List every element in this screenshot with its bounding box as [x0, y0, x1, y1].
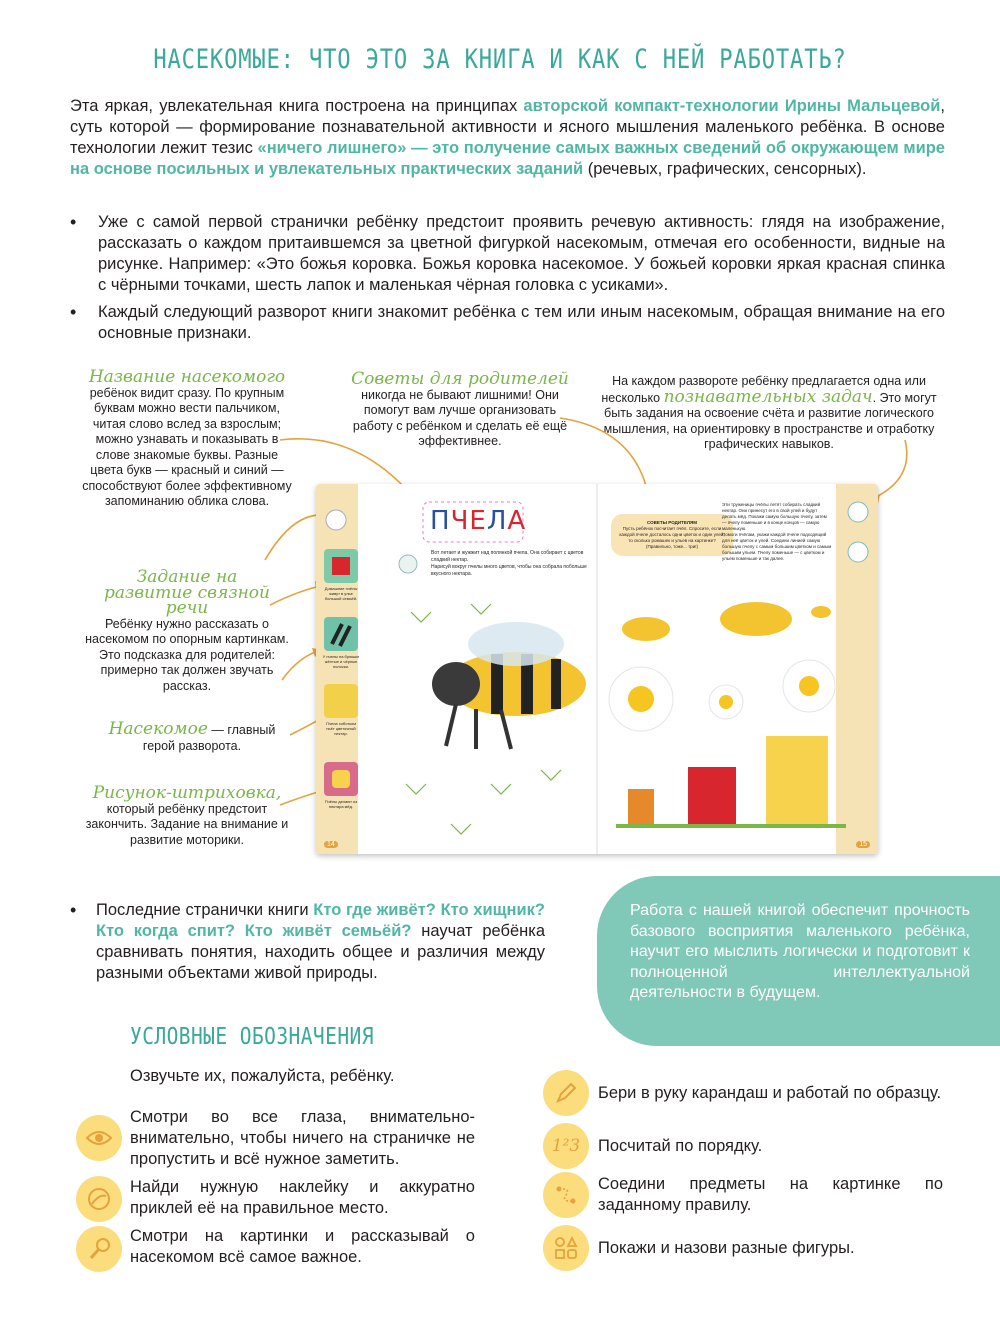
intro-highlight-technology: авторской компакт-технологии Ирины Мальцевой: [523, 97, 941, 115]
connect-icon: [543, 1172, 589, 1218]
legend-item-pencil: Бери в руку карандаш и работай по образцу.: [598, 1084, 942, 1102]
tile-caption: Пчела хоботком пьёт цветочный нектар.: [326, 721, 356, 736]
bullet-item: • Уже с самой первой странички ребёнку предстоит проявить речевую активность: глядя на изображение, рассказать о каждом притаившемся за цветной фигуркой насекомым, отмечая его особенности, видные на рисунке. Например: «Это божья коровка. Божья коровка насекомое. У божьей коровки яркая красная спинка с чёрными точками, шесть лапок и маленькая чёрная головка с усиками».: [70, 212, 945, 294]
legend-item-sticker: Найди нужную наклейку и аккуратно приклей её на правильное место.: [130, 1178, 475, 1217]
tile-caption: Пчёлы делают из нектара мёд.: [324, 799, 358, 809]
callout-text: Работа с нашей книгой обеспечит прочность базового восприятия маленького ребёнка, научит его мыслить логически и подготовит к полноценной интеллектуальной деятельности в будущем.: [630, 902, 970, 1001]
hive-small: [628, 789, 654, 824]
annotation-hatching: Рисунок-штриховка, который ребёнку предстоит закончить. Задание на внимание и развитие моторики.: [82, 786, 292, 848]
connect-icon: [848, 542, 868, 562]
bee-small: [811, 606, 831, 618]
callout-box: [597, 876, 1000, 1046]
legend-item-connect: Соедини предметы на картинке по заданному правилу.: [598, 1175, 943, 1214]
pencil-icon: [399, 555, 417, 573]
annotation-insect-title: Насекомое: [108, 719, 208, 739]
annotation-speech-title: Задание на развитие связной речи: [104, 567, 270, 618]
sticker-icon: [326, 510, 346, 530]
annotation-tasks-title: познавательных задач: [663, 386, 873, 407]
pencil-icon: [543, 1070, 589, 1116]
spread-left-text: Вот летает и жужжит над полянкой пчела. Она собирает с цветов сладкий нектар. Нарисуй вокруг пчелы много цветов, чтобы она собрала побольше вкусного нектара.: [431, 550, 587, 577]
intro-highlight-thesis: «ничего лишнего» — это получение самых важных сведений об окружающем мире на основе посильных и увлекательных практических заданий: [70, 139, 945, 178]
annotation-name-title: Название насекомого: [88, 367, 286, 387]
tile-nectar: [324, 684, 358, 718]
page-title: НАСЕКОМЫЕ: ЧТО ЭТО ЗА КНИГА И КАК С НЕЙ РАБОТАТЬ?: [153, 44, 847, 75]
bullet-item: • Последние странички книги Кто где живёт? Кто хищник? Кто когда спит? Кто живёт семьёй? научат ребёнка сравнивать понятия, находить общее и различия между разными объектами живой природы.: [70, 900, 545, 982]
intro-paragraph: Эта яркая, увлекательная книга построена на принципах авторской компакт-технологии Ирины Мальцевой, суть которой — формирование познавательной активности и ясного мышления маленького ребёнка. В основе технологии лежит тезис «ничего лишнего» — это получение самых важных сведений об окружающем мире на основе посильных и увлекательных практических заданий (речевых, графических, сенсорных).: [70, 97, 945, 178]
legend-item-speak: Смотри на картинки и рассказывай о насекомом всё самое важное.: [130, 1227, 475, 1266]
shapes-icon: [543, 1225, 589, 1271]
legend-subtitle: Озвучьте их, пожалуйста, ребёнку.: [130, 1067, 395, 1085]
page-number-right: 15: [856, 841, 870, 848]
tile-caption: Домашние пчёлы живут в улье большой семьёй.: [324, 586, 358, 601]
eye-icon: [76, 1115, 122, 1161]
legend-title: УСЛОВНЫЕ ОБОЗНАЧЕНИЯ: [130, 1024, 374, 1050]
spread-advice-box: СОВЕТЫ РОДИТЕЛЯМ Пусть ребёнок посчитает пчёл. Спросите, если каждой пчеле досталось одни цветок и один улей, то сколько ромашек и ульев на картинке? (Правильно, тоже... три!): [611, 514, 733, 556]
annotation-advice-title: Советы для родителей: [351, 369, 569, 389]
book-spread: [316, 484, 878, 854]
bee-large: [720, 602, 792, 636]
microphone-icon: [76, 1226, 122, 1272]
annotation-hatching-title: Рисунок-штриховка,: [92, 783, 282, 803]
spread-right-text: Эти труженицы пчёлы летят собирать сладкий нектар. Они принесут его в свой улей и будут делать мёд. Покажи самую большую пчелу, затем — пчелу поменьше и в конце концов — самую маленькую. Помоги пчёлам, укажи каждой пчеле подходящий для неё цветок и улей. Соедини линией самую большую пчелу с самым большим цветком и самым большим ульем. Пчелу поменьше — с цветком и ульем поменьше и так далее.: [722, 502, 832, 561]
bee-medium: [622, 617, 670, 641]
hive-large: [766, 736, 828, 824]
sticker-icon: [76, 1176, 122, 1222]
annotation-insect: Насекомое — главный герой разворота.: [108, 719, 276, 753]
eye-icon: [848, 502, 868, 522]
legend-item-shapes: Покажи и назови разные фигуры.: [598, 1239, 855, 1257]
spread-word: ПЧЕЛА: [430, 506, 527, 536]
hive-medium: [688, 767, 736, 824]
tile-caption: У пчелы на брюшке жёлтые и чёрные полоски.: [322, 654, 360, 669]
annotation-tasks: На каждом развороте ребёнку предлагается одна или несколько познавательных задач. Это могут быть задания на освоение счёта и развитие логического мышления, на ориентировку в пространстве и отработку графических навыков.: [601, 374, 937, 451]
page-number-left: 14: [324, 841, 338, 848]
numbers-icon: 1²3: [543, 1123, 589, 1169]
annotation-name: Название насекомого ребёнок видит сразу. По крупным буквам можно вести пальчиком, читая слово вслед за взрослым; можно узнавать и показывать в слове знакомые буквы. Разные цвета букв — красный и синий — способствуют более эффективному запоминанию облика слова.: [82, 367, 292, 508]
legend-item-count: Посчитай по порядку.: [598, 1137, 763, 1155]
annotation-speech: Задание на развитие связной речи Ребёнку нужно рассказать о насекомом по опорным картинкам. Это подсказка для родителей: примерно так должен звучать рассказ.: [85, 567, 289, 693]
legend-item-look: Смотри во все глаза, внимательно-внимательно, чтобы ничего на страничке не пропустить и всё нужное заметить.: [130, 1108, 475, 1168]
annotation-advice: Советы для родителей никогда не бывают лишними! Они помогут вам лучше организовать работу с ребёнком и сделать её ещё эффективнее.: [345, 372, 575, 450]
bullet-item: • Каждый следующий разворот книги знакомит ребёнка с тем или иным насекомым, обращая внимание на его основные признаки.: [70, 302, 945, 342]
